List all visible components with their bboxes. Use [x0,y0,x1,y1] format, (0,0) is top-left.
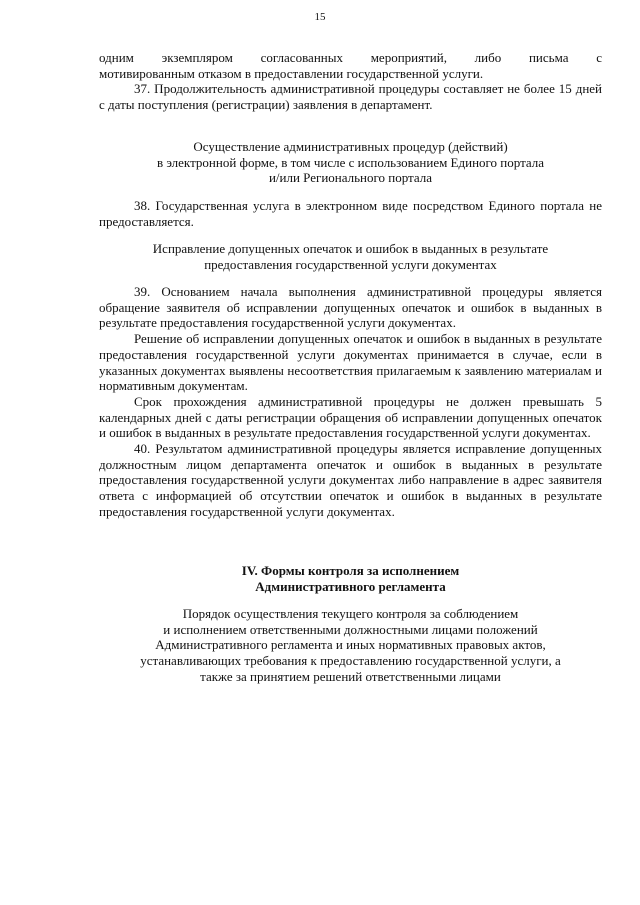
paragraph-text: Срок прохождения административной процедуры не должен превышать 5 календарных дней с даты регистрации обращения об исправлении допущенных опечаток и ошибок в выданных в результате предоставления государственной услуги документах. [99,393,602,441]
paragraph-text: 38. Государственная услуга в электронном виде посредством Единого портала не предоставляется. [99,198,602,229]
paragraph-39 [99,284,602,441]
heading-corrections [99,241,602,272]
heading-line: Порядок осуществления текущего контроля за соблюдением [182,606,519,621]
paragraph-38 [99,198,602,229]
paragraph-text: 37. Продолжительность административной процедуры составляет не более 15 дней с даты поступления (регистрации) заявления в департамент. [99,81,602,112]
section-iv-heading [99,563,602,594]
paragraph-37 [99,81,602,112]
section-title-line: IV. Формы контроля за исполнением [241,563,460,578]
heading-line: Осуществление административных процедур (действий) [193,139,508,154]
paragraph-text: Решение об исправлении допущенных опечаток и ошибок в выданных в результате предоставления государственной услуги документах принимается в случае, если в указанных документах выявлены несоответствия прилагаемым к заявлению материалам и нормативным документам. [99,331,602,394]
paragraph-line: одним экземпляром согласованных мероприятий, либо письма с [99,50,602,65]
heading-line: предоставления государственной услуги документах [204,256,497,272]
heading-line: и/или Регионального портала [268,170,433,186]
heading-line: в электронной форме, в том числе с использованием Единого портала [156,154,545,170]
paragraph-continuation [99,50,602,81]
paragraph-line: мотивированным отказом в предоставлении государственной услуги. [99,65,484,81]
heading-electronic-form [99,139,602,186]
heading-line: устанавливающих требования к предоставлению государственной услуги, а [140,653,561,669]
heading-line: Исправление допущенных опечаток и ошибок в выданных в результате [152,241,549,256]
paragraph-text: 39. Основанием начала выполнения административной процедуры является обращение заявителя об исправлении допущенных опечаток и ошибок в выданных в результате предоставления государственной услуги документах. [99,284,602,331]
paragraph-text: 40. Результатом административной процедуры является исправление допущенных должностным лицом департамента опечаток и ошибок в выданных в результате предоставления государственной услуги документах либо направление в адрес заявителя ответа с информацией об отсутствии опечаток и ошибок в выданных в результате предоставления государственной услуги документах. [99,441,602,519]
paragraph-40 [99,441,602,520]
heading-line: также за принятием решений ответственными лицами [200,668,501,684]
heading-current-control [99,606,602,685]
section-title-line: Административного регламента [255,578,446,594]
heading-line: и исполнением ответственными должностными лицами положений [163,621,538,637]
page-number: 15 [314,11,326,23]
heading-line: Административного регламента и иных нормативных правовых актов, [155,637,546,653]
